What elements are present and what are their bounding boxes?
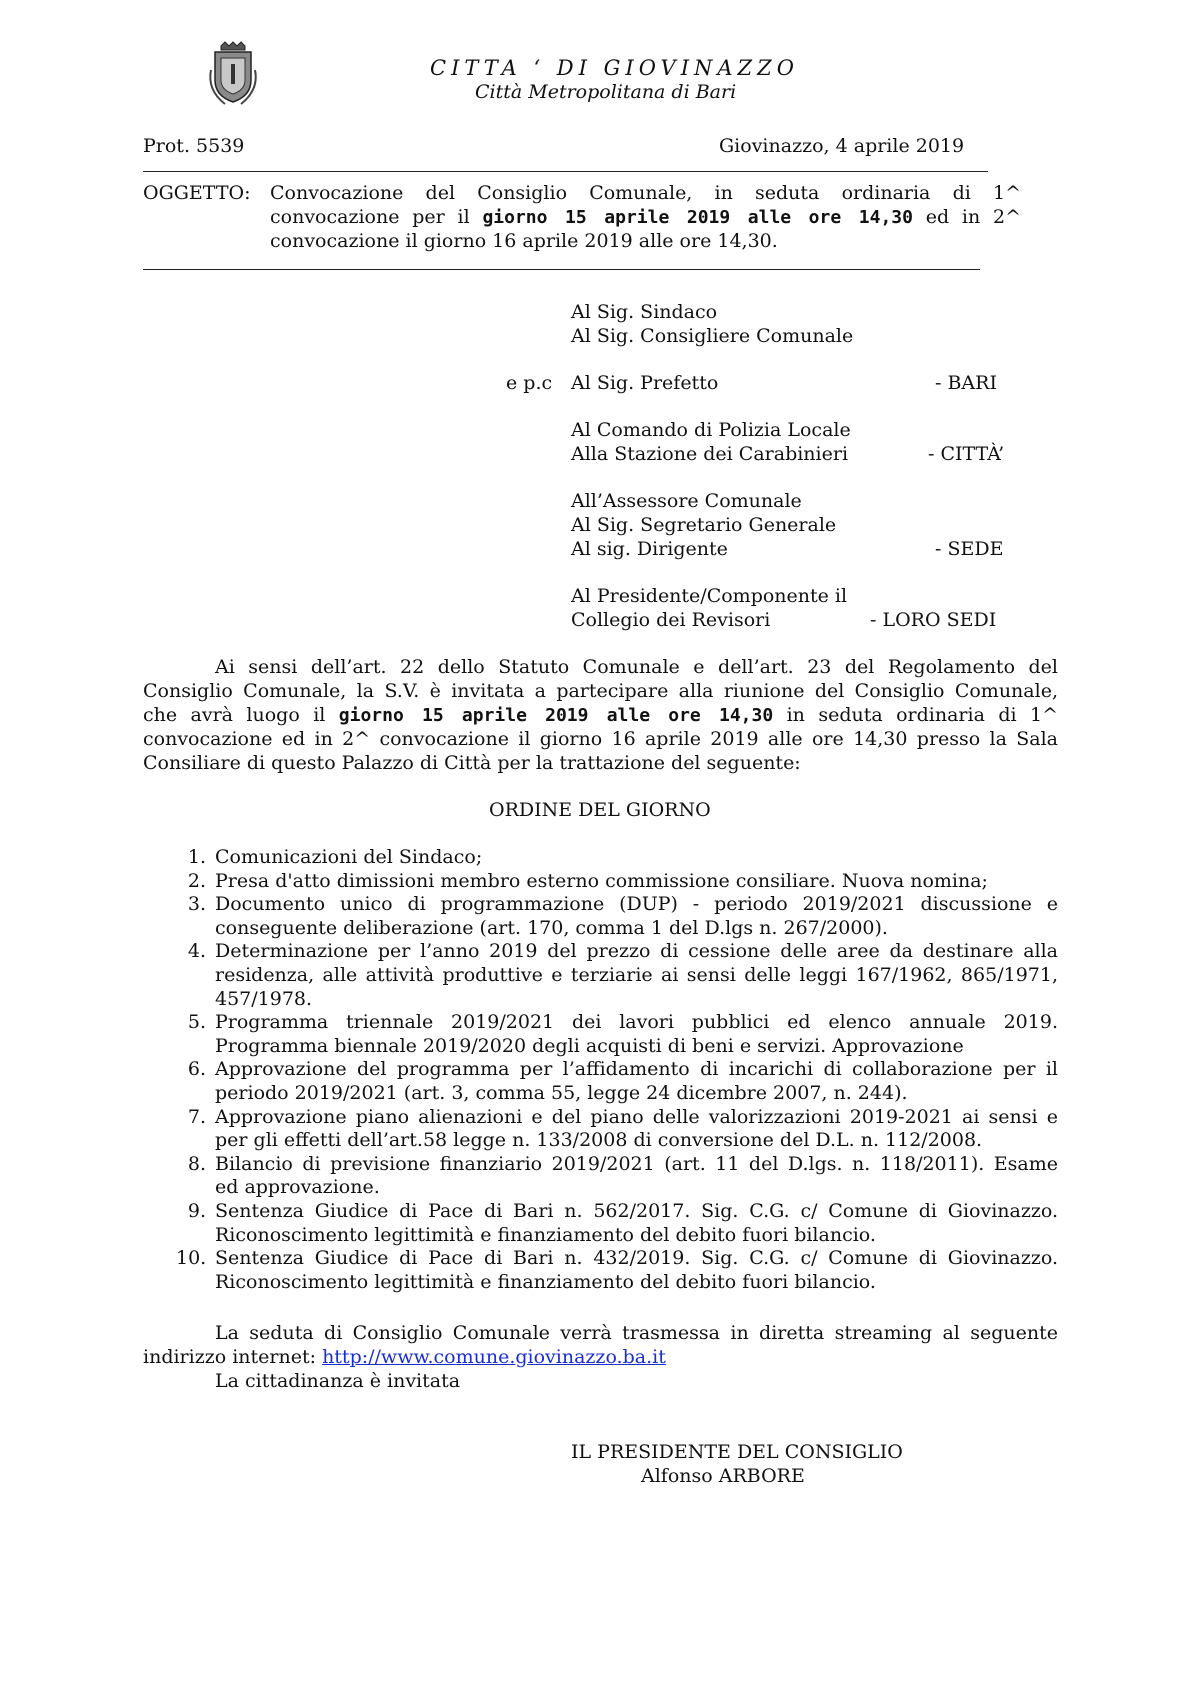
agenda-item-text: Comunicazioni del Sindaco; bbox=[215, 846, 483, 868]
agenda-item-number: 9. bbox=[187, 1200, 206, 1222]
subject-line-1: Convocazione del Consiglio Comunale, in seduta ordinaria di 1^ bbox=[270, 182, 1021, 204]
recipient-assessore: All’Assessore Comunale bbox=[571, 490, 802, 512]
agenda-item-text: Riconoscimento legittimità e finanziamento del debito fuori bilancio. bbox=[215, 1224, 876, 1246]
agenda-item-text: periodo 2019/2021 (art. 3, comma 55, legge 24 dicembre 2007, n. 244). bbox=[215, 1082, 908, 1104]
subject-line-3: convocazione il giorno 16 aprile 2019 alle ore 14,30. bbox=[270, 230, 778, 252]
agenda-item-text: Sentenza Giudice di Pace di Bari n. 432/2019. Sig. C.G. c/ Comune di Giovinazzo. bbox=[215, 1247, 1058, 1269]
destination-citta: - CITTÀ’ bbox=[928, 443, 1005, 465]
closing-line-2 bbox=[143, 1345, 666, 1369]
agenda-item-number: 7. bbox=[187, 1106, 206, 1128]
body-date-bold: giorno 15 aprile 2019 alle ore 14,30 bbox=[338, 705, 774, 726]
agenda-item-text: Programma triennale 2019/2021 dei lavori pubblici ed elenco annuale 2019. bbox=[215, 1011, 1058, 1033]
closing-address-label: indirizzo internet: bbox=[143, 1346, 317, 1368]
body-line-5: Consiliare di questo Palazzo di Città per la trattazione del seguente: bbox=[143, 752, 801, 774]
agenda-item-text: 457/1978. bbox=[215, 988, 313, 1010]
city-subtitle: Città Metropolitana di Bari bbox=[475, 81, 737, 103]
recipient-presidente-revisori: Al Presidente/Componente il bbox=[571, 585, 848, 607]
destination-sede: - SEDE bbox=[935, 538, 1004, 560]
agenda-item-number: 2. bbox=[187, 870, 206, 892]
destination-loro-sedi: - LORO SEDI bbox=[870, 609, 997, 631]
agenda-item-text: per gli effetti dell’art.58 legge n. 133/2008 di conversione del D.L. n. 112/2008. bbox=[215, 1129, 983, 1151]
agenda-item-text: Determinazione per l’anno 2019 del prezzo di cessione delle aree da destinare alla bbox=[215, 940, 1058, 962]
closing-line-3: La cittadinanza è invitata bbox=[215, 1370, 461, 1392]
agenda-item-text: Programma biennale 2019/2020 degli acquisti di beni e servizi. Approvazione bbox=[215, 1035, 964, 1057]
agenda-item-text: Sentenza Giudice di Pace di Bari n. 562/2017. Sig. C.G. c/ Comune di Giovinazzo. bbox=[215, 1200, 1058, 1222]
recipient-dirigente: Al sig. Dirigente bbox=[571, 538, 728, 560]
recipient-sindaco: Al Sig. Sindaco bbox=[571, 301, 718, 323]
recipient-collegio: Collegio dei Revisori bbox=[571, 609, 771, 631]
agenda-title: ORDINE DEL GIORNO bbox=[489, 799, 711, 821]
body-line-3 bbox=[143, 703, 1058, 728]
agenda-item-number: 6. bbox=[187, 1058, 206, 1080]
subject-label: OGGETTO: bbox=[143, 182, 251, 204]
agenda-item-number: 4. bbox=[187, 940, 206, 962]
signature-name: Alfonso ARBORE bbox=[641, 1465, 805, 1487]
agenda-item-text: Riconoscimento legittimità e finanziamento del debito fuori bilancio. bbox=[215, 1271, 876, 1293]
city-crest-icon bbox=[205, 40, 261, 108]
agenda-item-number: 5. bbox=[187, 1011, 206, 1033]
agenda-item-number: 1. bbox=[187, 846, 206, 868]
recipient-carabinieri: Alla Stazione dei Carabinieri bbox=[571, 443, 849, 465]
epc-label: e p.c bbox=[506, 372, 553, 394]
recipient-segretario: Al Sig. Segretario Generale bbox=[571, 514, 837, 536]
agenda-item-text: Presa d'atto dimissioni membro esterno commissione consiliare. Nuova nomina; bbox=[215, 870, 988, 892]
subject-divider bbox=[143, 269, 980, 270]
protocol-number: Prot. 5539 bbox=[143, 135, 245, 157]
agenda-item-number: 3. bbox=[187, 893, 206, 915]
agenda-item-text: Approvazione del programma per l’affidamento di incarichi di collaborazione per il bbox=[215, 1058, 1058, 1080]
subject-line-2-end: ed in 2^ bbox=[925, 206, 1022, 228]
closing-line-1: La seduta di Consiglio Comunale verrà trasmessa in diretta streaming al seguente bbox=[215, 1322, 1058, 1344]
agenda-item-text: Documento unico di programmazione (DUP) - periodo 2019/2021 discussione e bbox=[215, 893, 1058, 915]
agenda-item-text: residenza, alle attività produttive e terziarie ai sensi delle leggi 167/1962, 865/1971, bbox=[215, 964, 1058, 986]
signature-role: IL PRESIDENTE DEL CONSIGLIO bbox=[571, 1441, 903, 1463]
body-line-3-start: che avrà luogo il bbox=[143, 704, 326, 726]
agenda-item-number: 8. bbox=[187, 1153, 206, 1175]
website-link[interactable]: http://www.comune.giovinazzo.ba.it bbox=[322, 1346, 666, 1368]
destination-bari: - BARI bbox=[935, 372, 997, 394]
body-line-1: Ai sensi dell’art. 22 dello Statuto Comunale e dell’art. 23 del Regolamento del bbox=[215, 656, 1058, 678]
recipient-consigliere: Al Sig. Consigliere Comunale bbox=[571, 325, 854, 347]
body-line-3-end: in seduta ordinaria di 1^ bbox=[786, 704, 1058, 726]
agenda-item-number: 10. bbox=[176, 1247, 207, 1269]
subject-line-2-start: convocazione per il bbox=[270, 206, 470, 228]
recipient-prefetto: Al Sig. Prefetto bbox=[571, 372, 719, 394]
city-name: CITTA ‘ DI GIOVINAZZO bbox=[430, 56, 799, 80]
document-date: Giovinazzo, 4 aprile 2019 bbox=[719, 135, 965, 157]
agenda-item-text: Bilancio di previsione finanziario 2019/2021 (art. 11 del D.lgs. n. 118/2011). Esame bbox=[215, 1153, 1058, 1175]
top-divider bbox=[143, 171, 988, 172]
agenda-item-text: conseguente deliberazione (art. 170, comma 1 del D.lgs n. 267/2000). bbox=[215, 917, 888, 939]
recipient-polizia: Al Comando di Polizia Locale bbox=[571, 419, 851, 441]
body-line-2: Consiglio Comunale, la S.V. è invitata a partecipare alla riunione del Consiglio Comunale, bbox=[143, 680, 1058, 702]
subject-line-2 bbox=[270, 205, 1021, 230]
agenda-item-text: Approvazione piano alienazioni e del piano delle valorizzazioni 2019-2021 ai sensi e bbox=[215, 1106, 1058, 1128]
body-line-4: convocazione ed in 2^ convocazione il giorno 16 aprile 2019 alle ore 14,30 presso la Sala bbox=[143, 728, 1058, 750]
subject-date-bold: giorno 15 aprile 2019 alle ore 14,30 bbox=[482, 207, 913, 228]
agenda-item-text: ed approvazione. bbox=[215, 1176, 380, 1198]
